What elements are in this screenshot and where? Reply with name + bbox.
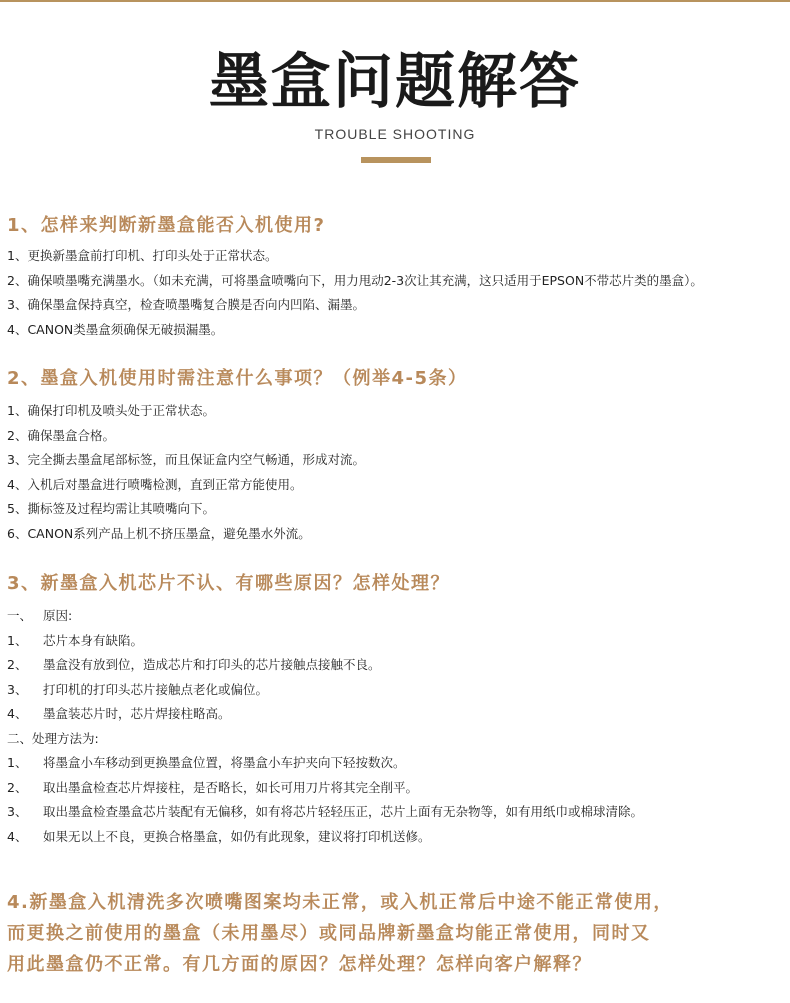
section-3-heading: 3、新墨盒入机芯片不认、有哪些原因？怎样处理？: [7, 573, 451, 594]
list-item: 1、 芯片本身有缺陷。: [7, 632, 144, 648]
section-4-heading-line: 而更换之前使用的墨盒（未用墨尽）或同品牌新墨盒均能正常使用，同时又: [7, 923, 651, 944]
list-item: 一、 原因:: [7, 608, 73, 623]
list-item: 2、 墨盒没有放到位，造成芯片和打印头的芯片接触点接触不良。: [7, 657, 381, 672]
section-3-list: [7, 604, 643, 849]
list-item: 1、更换新墨盒前打印机、打印头处于正常状态。: [7, 248, 278, 263]
list-item: 4、 如果无以上不良，更换合格墨盒，如仍有此现象，建议将打印机送修。: [7, 828, 431, 844]
list-item: 3、 取出墨盒检查墨盒芯片装配有无偏移，如有将芯片轻轻压正，芯片上面有无杂物等，如有用纸巾或棉球清除。: [7, 804, 644, 819]
section-1-list: [7, 244, 703, 342]
list-item: 5、撕标签及过程均需让其喷嘴向下。: [7, 501, 215, 516]
list-item: 3、确保墨盒保持真空，检查喷墨嘴复合膜是否向内凹陷、漏墨。: [7, 297, 365, 312]
list-item: 2、确保墨盒合格。: [7, 427, 115, 443]
section-4-heading-line: 用此墨盒仍不正常。有几方面的原因？怎样处理？怎样向客户解释？: [7, 954, 592, 975]
section-1-heading: 1、怎样来判断新墨盒能否入机使用?: [7, 215, 326, 236]
section-4-heading: [7, 887, 787, 980]
list-item: 3、完全撕去墨盒尾部标签，而且保证盒内空气畅通，形成对流。: [7, 452, 365, 467]
list-item: 4、 墨盒装芯片时，芯片焊接柱略高。: [7, 706, 231, 721]
page-subtitle: TROUBLE SHOOTING: [314, 126, 476, 142]
top-divider: [0, 0, 790, 2]
list-item: 1、确保打印机及喷头处于正常状态。: [7, 403, 215, 418]
list-item: 2、确保喷墨嘴充满墨水。（如未充满，可将墨盒喷嘴向下，用力甩动2-3次让其充满，这只适用于EPSON不带芯片类的墨盒）。: [7, 272, 703, 288]
section-2-heading: 2、墨盒入机使用时需注意什么事项？（例举4-5条）: [7, 368, 468, 389]
list-item: 1、 将墨盒小车移动到更换墨盒位置，将墨盒小车护夹向下轻按数次。: [7, 755, 406, 770]
section-2-list: [7, 399, 365, 546]
page-title: 墨盒问题解答: [209, 47, 581, 117]
title-accent-bar: [361, 157, 431, 163]
list-item: 二、处理方法为:: [7, 730, 99, 746]
section-4-heading-line: 4.新墨盒入机清洗多次喷嘴图案均未正常，或入机正常后中途不能正常使用，: [7, 892, 673, 913]
list-item: 6、CANON系列产品上机不挤压墨盒，避免墨水外流。: [7, 525, 311, 541]
list-item: 3、 打印机的打印头芯片接触点老化或偏位。: [7, 681, 269, 697]
list-item: 2、 取出墨盒检查芯片焊接柱，是否略长，如长可用刀片将其完全削平。: [7, 779, 419, 795]
list-item: 4、入机后对墨盒进行喷嘴检测，直到正常方能使用。: [7, 476, 303, 492]
list-item: 4、CANON类墨盒须确保无破损漏墨。: [7, 321, 224, 337]
